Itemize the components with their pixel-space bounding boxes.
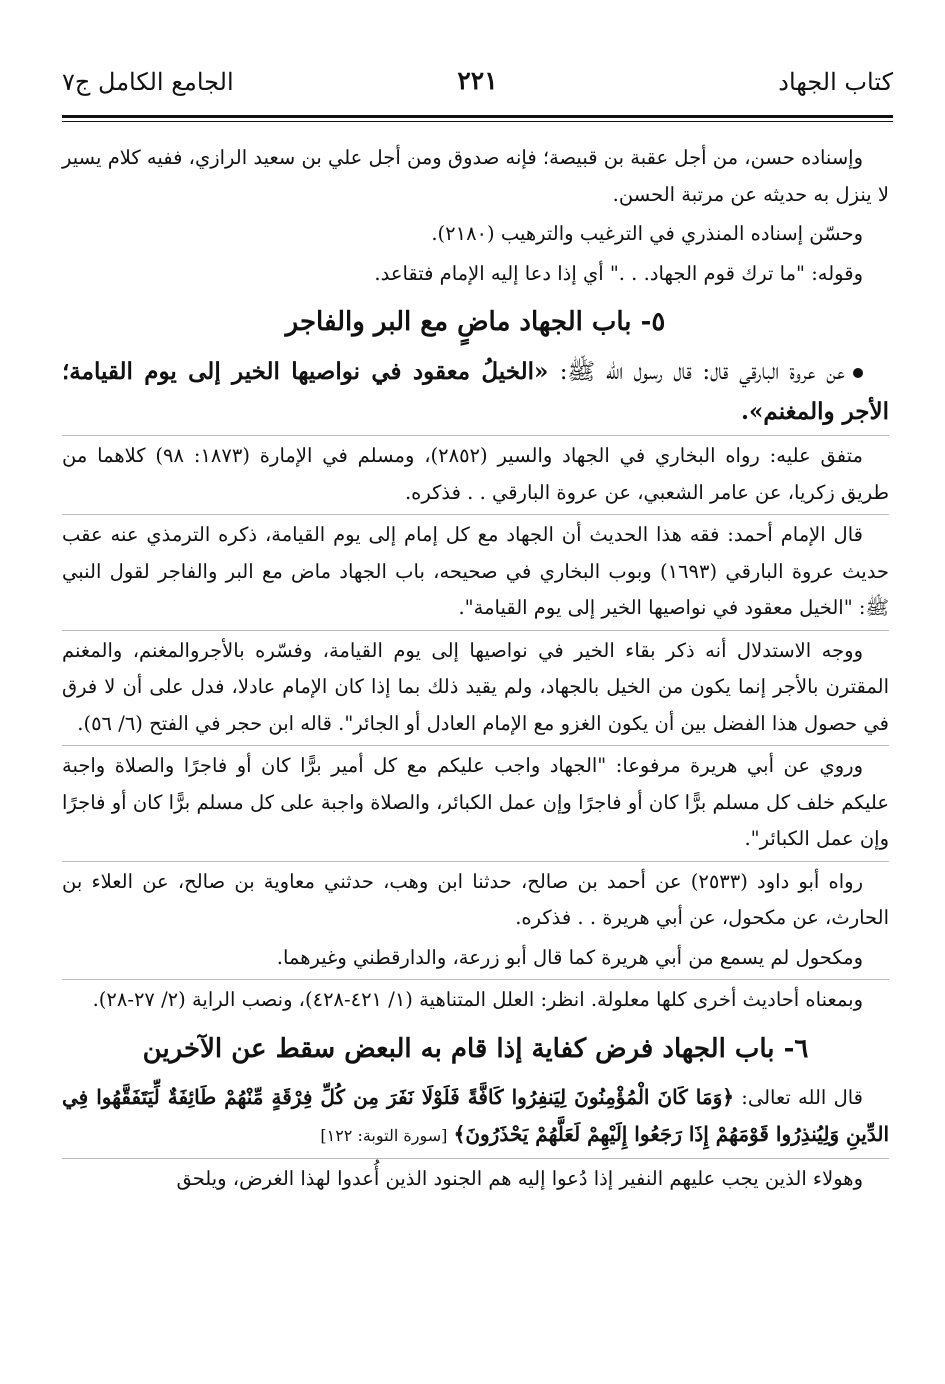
- chapter-heading-5: ٥- باب الجهاد ماضٍ مع البر والفاجر: [285, 307, 666, 337]
- paragraph: وبمعناه أحاديث أخرى كلها معلولة. انظر: العلل المتناهية (١/ ٤٢١-٤٢٨)، ونصب الراية (٢/ ٢٧-٢٨).: [62, 979, 889, 1019]
- paragraph: وإسناده حسن، من أجل عقبة بن قبيصة؛ فإنه صدوق ومن أجل علي بن سعيد الرازي، ففيه كلام يسير لا ينزل به حديثه عن مرتبة الحسن.: [62, 146, 889, 206]
- volume-title: الجامع الكامل ج٧: [62, 68, 234, 96]
- paragraph: وقوله: "ما ترك قوم الجهاد. . ." أي إذا دعا إليه الإمام فتقاعد.: [374, 261, 863, 285]
- paragraph: وروي عن أبي هريرة مرفوعا: "الجهاد واجب عليكم مع كل أمير برًّا كان أو فاجرًا والصلاة واجبة عليكم خلف كل مسلم برًّا كان أو فاجرًا وإن عمل الكبائر، والصلاة واجبة على كل مسلم برًّا كان أو فاجرًا وإن عمل الكبائر".: [62, 745, 889, 858]
- header-rule-thick: [62, 115, 893, 118]
- hadith-text: «الخيلُ معقود في نواصيها الخير إلى يوم القيامة؛ الأجر والمغنم».: [62, 358, 889, 425]
- paragraph: ومكحول لم يسمع من أبي هريرة كما قال أبو زرعة، والدارقطني وغيرهما.: [276, 945, 863, 969]
- page-body: [62, 140, 889, 1200]
- page-number: ٢٢١: [457, 66, 498, 95]
- paragraph: رواه أبو داود (٢٥٣٣) عن أحمد بن صالح، حدثنا ابن وهب، حدثني معاوية بن صالح، عن العلاء بن الحارث، عن مكحول، عن أبي هريرة . . فذكره.: [62, 861, 889, 937]
- paragraph: قال الإمام أحمد: فقه هذا الحديث أن الجهاد مع كل إمام إلى يوم القيامة، ذكره الترمذي عنه عقب حديث عروة البارقي (١٦٩٣) وبوب البخاري في صحيحه، باب الجهاد ماض مع البر والفاجر لقول النبي ﷺ: "الخيل معقود في نواصيها الخير إلى يوم القيامة".: [62, 514, 889, 627]
- quran-verse: ﴿وَمَا كَانَ الْمُؤْمِنُونَ لِيَنفِرُوا كَافَّةً فَلَوْلَا نَفَرَ مِن كُلِّ فِرْقَةٍ مِّنْهُمْ طَائِفَةٌ لِّيَتَفَقَّهُوا فِي الدِّينِ وَلِيُنذِرُوا قَوْمَهُمْ إِذَا رَجَعُوا إِلَيْهِمْ لَعَلَّهُمْ يَحْذَرُونَ﴾: [62, 1084, 889, 1146]
- hadith-block: [62, 352, 889, 432]
- chapter-heading-6: ٦- باب الجهاد فرض كفاية إذا قام به البعض سقط عن الآخرين: [142, 1033, 809, 1064]
- page-header: [62, 68, 893, 108]
- verse-reference: [سورة التوبة: ١٢٢]: [320, 1126, 448, 1145]
- paragraph: وهولاء الذين يجب عليهم النفير إذا دُعوا إليه هم الجنود الذين أُعدوا لهذا الغرض، ويلحق: [62, 1158, 889, 1198]
- paragraph: ووجه الاستدلال أنه ذكر بقاء الخير في نواصيها إلى يوم القيامة، وفسّره بالأجروالمغنم، والمغنم المقترن بالأجر إنما يكون من الخيل بالجهاد، ولم يقيد ذلك بما إذا كان الإمام عادلا، فدل على أن لا فرق في حصول هذا الفضل بين أن يكون الغزو مع الإمام العادل أو الجائر". قاله ابن حجر في الفتح (٦/ ٥٦).: [62, 630, 889, 743]
- paragraph: متفق عليه: رواه البخاري في الجهاد والسير (٢٨٥٢)، ومسلم في الإمارة (١٨٧٣: ٩٨) كلاهما من طريق زكريا، عن عامر الشعبي، عن عروة البارقي . . فذكره.: [62, 435, 889, 511]
- verse-intro: قال الله تعالى:: [741, 1085, 864, 1109]
- paragraph: وحسّن إسناده المنذري في الترغيب والترهيب (٢١٨٠).: [431, 222, 863, 245]
- hadith-intro: عن عروة البارقي قال: قال رسول الله ﷺ:: [559, 359, 845, 385]
- verse-block: [62, 1079, 889, 1155]
- book-title: كتاب الجهاد: [778, 68, 893, 96]
- bullet-icon: [853, 368, 863, 378]
- header-rule-thin: [62, 121, 893, 122]
